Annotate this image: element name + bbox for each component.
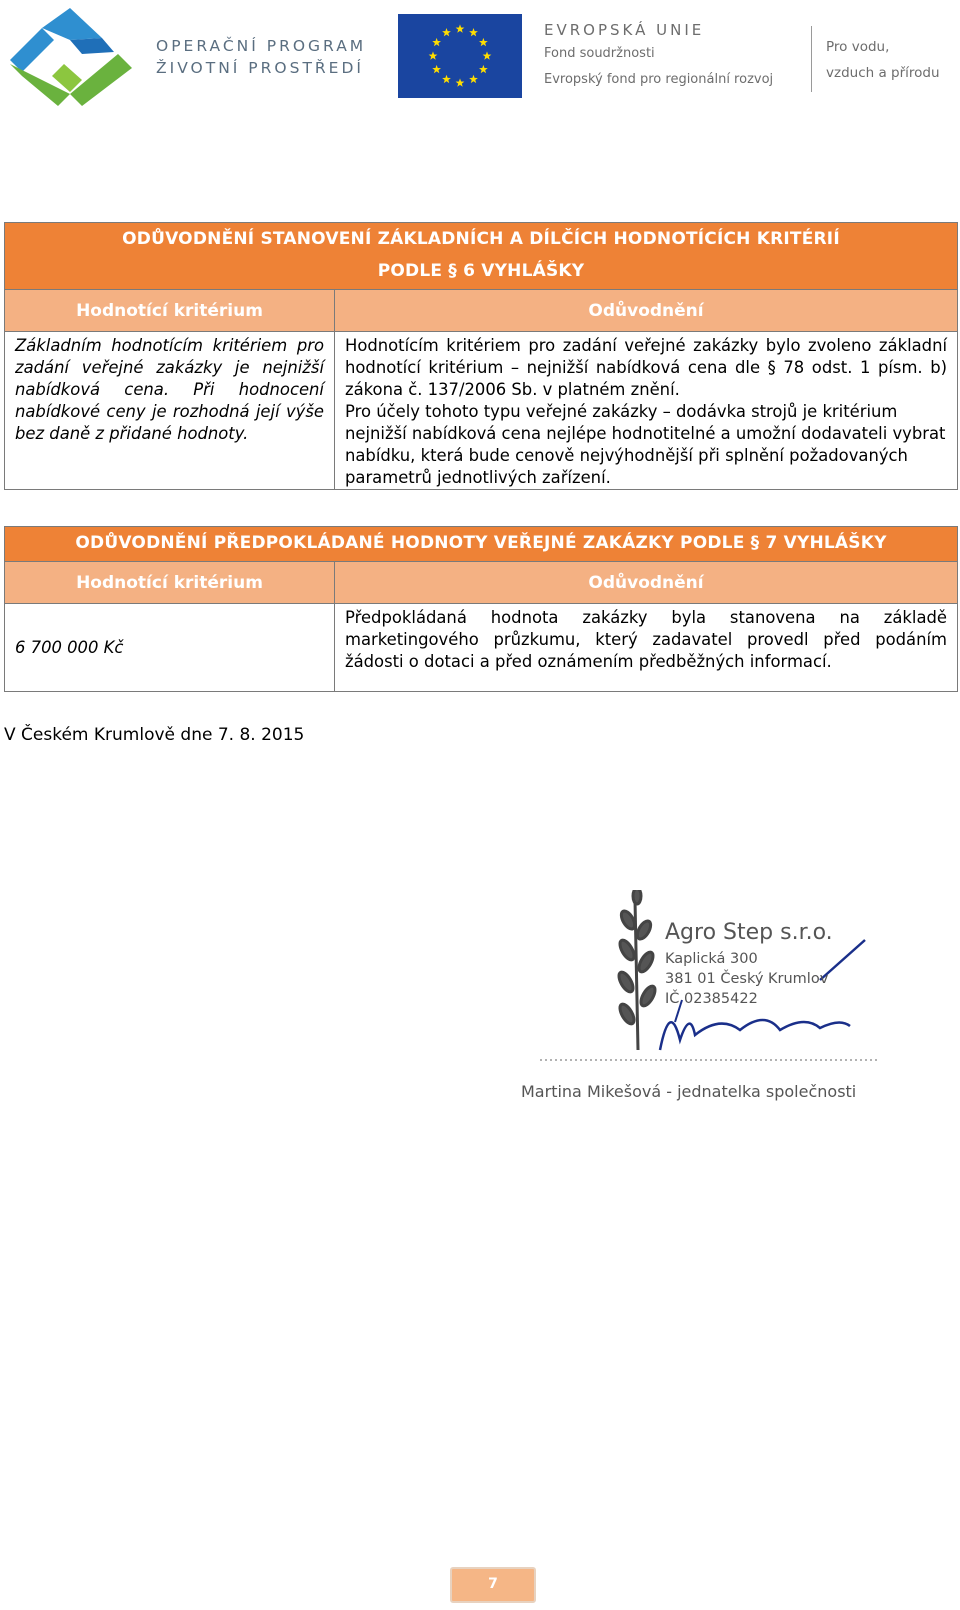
opzp-logo-icon bbox=[8, 8, 132, 106]
place-and-date: V Českém Krumlově dne 7. 8. 2015 bbox=[4, 725, 305, 745]
opzp-line-1: OPERAČNÍ PROGRAM bbox=[156, 37, 367, 55]
reason-paragraph-2: Pro účely tohoto typu veřejné zakázky – dodávka strojů je kritérium nejnižší nabídková cena nejlépe hodnotitelné a umožní dodavateli vybrat nabídku, která bude cenově nejvýhodnější při splnění požadovaných parametrů jednotlivých zařízení. bbox=[345, 402, 946, 487]
estimated-value-title: ODŮVODNĚNÍ PŘEDPOKLÁDANÉ HODNOTY VEŘEJNÉ ZAKÁZKY PODLE § 7 VYHLÁŠKY bbox=[5, 527, 958, 562]
eu-flag-icon bbox=[398, 14, 522, 98]
estimated-value-reason: Předpokládaná hodnota zakázky byla stanovena na základě marketingového průzkumu, který zadavatel provedl před podáním žádosti o dotaci a před oznámením předběžných informací. bbox=[335, 604, 958, 692]
reason-cell bbox=[335, 332, 958, 490]
column-header-reason: Odůvodnění bbox=[335, 290, 958, 332]
criterion-cell: Základním hodnotícím kritériem pro zadání veřejné zakázky je nejnižší nabídková cena. Při hodnocení nabídkové ceny je rozhodná její výše bez daně z přidané hodnoty. bbox=[5, 332, 335, 490]
opzp-line-2: ŽIVOTNÍ PROSTŘEDÍ bbox=[156, 59, 364, 77]
stamp-ico: IČ 02385422 bbox=[665, 991, 758, 1007]
claim-line-1: Pro vodu, bbox=[826, 39, 890, 55]
eu-logo-text bbox=[544, 20, 773, 92]
page-number: 7 bbox=[450, 1567, 536, 1603]
stamp-company-name: Agro Step s.r.o. bbox=[665, 920, 833, 945]
page-header bbox=[0, 0, 960, 112]
signature-caption: Martina Mikešová - jednatelka společnosti bbox=[521, 1082, 857, 1101]
column-header-reason-2: Odůvodnění bbox=[335, 562, 958, 604]
reason-paragraph-1: Hodnotícím kritériem pro zadání veřejné zakázky bylo zvoleno základní hodnotící kritérium – nejnižší nabídková cena dle § 78 odst. 1 písm. b) zákona č. 137/2006 Sb. v platném znění. bbox=[345, 336, 948, 399]
eu-fund-2: Evropský fond pro regionální rozvoj bbox=[544, 72, 774, 87]
claim-line-2: vzduch a přírodu bbox=[826, 65, 940, 81]
stamp-address-1: Kaplická 300 bbox=[665, 951, 758, 967]
estimated-value-cell: 6 700 000 Kč bbox=[5, 604, 335, 692]
header-divider bbox=[811, 26, 812, 92]
opzp-program-name bbox=[156, 35, 366, 79]
program-claim bbox=[826, 34, 940, 86]
estimated-value-table bbox=[4, 526, 958, 692]
criteria-table-title bbox=[5, 223, 958, 290]
eu-title: EVROPSKÁ UNIE bbox=[544, 21, 705, 39]
criteria-table bbox=[4, 222, 958, 490]
criteria-title-line-1: ODŮVODNĚNÍ STANOVENÍ ZÁKLADNÍCH A DÍLČÍCH HODNOTÍCÍCH KRITÉRIÍ bbox=[122, 229, 840, 249]
column-header-criterion: Hodnotící kritérium bbox=[5, 290, 335, 332]
column-header-criterion-2: Hodnotící kritérium bbox=[5, 562, 335, 604]
eu-fund-1: Fond soudržnosti bbox=[544, 46, 655, 61]
criteria-title-line-2: PODLE § 6 VYHLÁŠKY bbox=[377, 261, 585, 281]
stamp-address-2: 381 01 Český Krumlov bbox=[665, 971, 829, 987]
